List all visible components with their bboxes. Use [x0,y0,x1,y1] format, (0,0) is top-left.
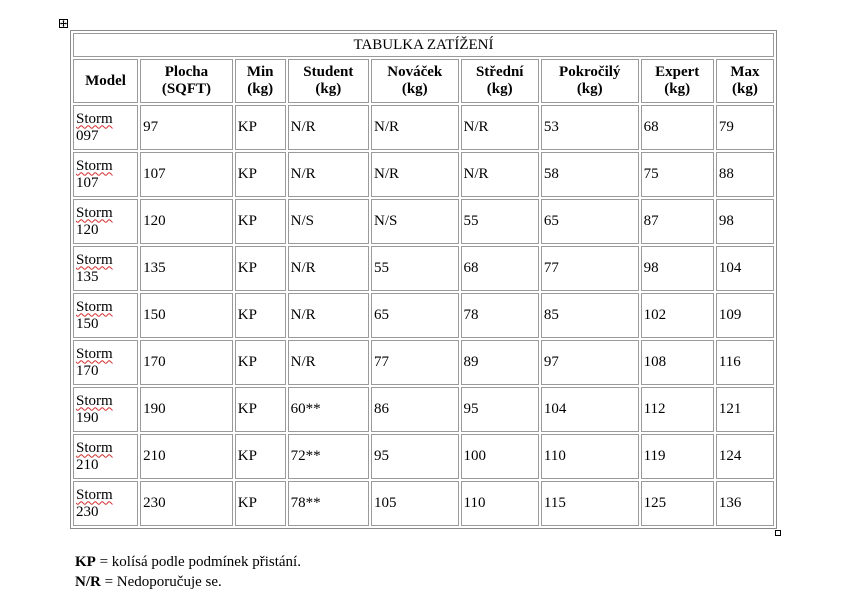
table-cell[interactable]: 79 [716,105,774,150]
column-header[interactable] [235,59,286,103]
table-cell[interactable]: KP [235,434,286,479]
table-cell[interactable]: KP [235,387,286,432]
model-name: Storm [76,392,113,409]
model-number: 150 [76,315,99,332]
legend-item-nr [75,572,301,592]
table-row [73,246,774,291]
legend-text: = Nedoporučuje se. [100,574,222,590]
table-cell[interactable]: 210 [140,434,233,479]
table-cell[interactable]: KP [235,105,286,150]
model-number: 210 [76,456,99,473]
table-cell[interactable]: KP [235,246,286,291]
table-cell[interactable]: N/R [288,152,369,197]
model-number: 120 [76,221,99,238]
table-cell[interactable]: 110 [541,434,639,479]
legend-key: N/R [75,574,101,590]
table-cell[interactable]: KP [235,340,286,385]
model-name: Storm [76,486,113,503]
table-cell[interactable]: 87 [641,199,714,244]
table-cell[interactable]: N/R [288,105,369,150]
table-cell[interactable]: 55 [461,199,539,244]
table-header-row [73,59,774,103]
table-row [73,105,774,150]
table-cell[interactable]: 97 [541,340,639,385]
table-cell[interactable]: 95 [461,387,539,432]
table-cell[interactable]: 115 [541,481,639,526]
model-name: Storm [76,204,113,221]
table-row [73,293,774,338]
table-cell[interactable]: KP [235,152,286,197]
table-cell[interactable]: 89 [461,340,539,385]
table-cell[interactable]: 110 [461,481,539,526]
table-move-handle[interactable] [59,19,68,28]
table-cell[interactable]: 65 [541,199,639,244]
table-cell[interactable]: 124 [716,434,774,479]
legend [75,552,301,592]
column-header-line: Plocha [164,64,209,80]
table-row [73,434,774,479]
table-cell[interactable]: 95 [371,434,459,479]
column-header-line: (kg) [315,81,342,97]
column-header-line: Student [303,64,354,80]
table-cell[interactable]: N/R [288,340,369,385]
column-header-line: Max [730,64,760,80]
legend-text: = kolísá podle podmínek přistání. [95,554,301,570]
table-cell[interactable]: 68 [461,246,539,291]
table-resize-handle[interactable] [775,530,781,536]
table-cell[interactable]: 58 [541,152,639,197]
table-row [73,199,774,244]
table-title[interactable]: TABULKA ZATÍŽENÍ [73,33,774,57]
column-header-line: (kg) [247,81,274,97]
model-cell[interactable] [73,387,138,432]
model-name: Storm [76,345,113,362]
table-cell[interactable]: 121 [716,387,774,432]
table-row [73,152,774,197]
table-cell[interactable]: 105 [371,481,459,526]
table-title-row [73,33,774,57]
table-cell[interactable]: N/R [288,246,369,291]
model-cell[interactable] [73,199,138,244]
column-header-line: Pokročilý [559,64,621,80]
column-header-line: Střední [475,64,524,80]
table-cell[interactable]: 86 [371,387,459,432]
model-number: 170 [76,362,99,379]
table-cell[interactable]: KP [235,199,286,244]
table-cell[interactable]: 77 [371,340,459,385]
model-name: Storm [76,439,113,456]
model-cell[interactable] [73,481,138,526]
model-name: Storm [76,298,113,315]
table-row [73,340,774,385]
table-cell[interactable]: 112 [641,387,714,432]
column-header[interactable] [73,59,138,103]
table-cell[interactable]: KP [235,481,286,526]
column-header-line: (kg) [576,81,603,97]
table-cell[interactable]: 78** [288,481,369,526]
column-header-line: Nováček [387,64,443,80]
column-header-line: Expert [655,64,700,80]
table-cell[interactable]: 150 [140,293,233,338]
legend-key: KP [75,554,96,570]
table-cell[interactable]: 170 [140,340,233,385]
column-header-line: (kg) [664,81,691,97]
table-cell[interactable]: 55 [371,246,459,291]
column-header[interactable] [716,59,774,103]
model-number: 230 [76,503,99,520]
table-cell[interactable]: 85 [541,293,639,338]
table-cell[interactable]: 100 [461,434,539,479]
table-cell[interactable]: N/R [371,152,459,197]
model-cell[interactable] [73,246,138,291]
column-header[interactable] [371,59,459,103]
table-cell[interactable]: 107 [140,152,233,197]
table-cell[interactable]: 104 [541,387,639,432]
column-header-line: (kg) [486,81,513,97]
table-cell[interactable]: 98 [641,246,714,291]
table-cell[interactable]: 65 [371,293,459,338]
table-cell[interactable]: 104 [716,246,774,291]
table-cell[interactable]: 108 [641,340,714,385]
model-cell[interactable] [73,152,138,197]
model-cell[interactable] [73,105,138,150]
table-cell[interactable]: N/R [461,152,539,197]
table-cell[interactable]: 136 [716,481,774,526]
table-cell[interactable]: N/S [288,199,369,244]
column-header-line: (kg) [732,81,758,97]
table-row [73,387,774,432]
legend-item-kp [75,552,301,572]
column-header-line: (SQFT) [161,81,212,97]
column-header[interactable] [461,59,539,103]
table-cell[interactable]: 78 [461,293,539,338]
table-cell[interactable]: N/R [371,105,459,150]
table-cell[interactable]: N/R [288,293,369,338]
table-cell[interactable]: 53 [541,105,639,150]
table-cell[interactable]: 125 [641,481,714,526]
table-cell[interactable]: 135 [140,246,233,291]
table-cell[interactable]: 120 [140,199,233,244]
table-cell[interactable]: 116 [716,340,774,385]
model-name: Storm [76,157,113,174]
column-header[interactable] [288,59,369,103]
model-name: Storm [76,110,113,127]
model-number: 107 [76,174,99,191]
column-header-line: Min [246,64,274,80]
table-cell[interactable]: 68 [641,105,714,150]
model-name: Storm [76,251,113,268]
table-cell[interactable]: 60** [288,387,369,432]
table-cell[interactable]: 98 [716,199,774,244]
table-cell[interactable]: 75 [641,152,714,197]
model-cell[interactable] [73,340,138,385]
four-way-move-icon [60,20,67,27]
table-body [73,105,774,526]
column-header-line: (kg) [401,81,428,97]
table-cell[interactable]: 72** [288,434,369,479]
table-cell[interactable]: KP [235,293,286,338]
column-header[interactable] [641,59,714,103]
column-header[interactable] [541,59,639,103]
table-cell[interactable]: N/S [371,199,459,244]
load-table [70,30,777,529]
table-cell[interactable]: 109 [716,293,774,338]
table-cell[interactable]: 88 [716,152,774,197]
model-number: 097 [76,127,99,144]
table-cell[interactable]: 190 [140,387,233,432]
model-cell[interactable] [73,293,138,338]
column-header-line: Model [85,72,126,89]
table-row [73,481,774,526]
table-cell[interactable]: 102 [641,293,714,338]
model-number: 190 [76,409,99,426]
table-cell[interactable]: 77 [541,246,639,291]
model-number: 135 [76,268,99,285]
table-cell[interactable]: 119 [641,434,714,479]
table-cell[interactable]: 97 [140,105,233,150]
table-cell[interactable]: 230 [140,481,233,526]
table-cell[interactable]: N/R [461,105,539,150]
column-header[interactable] [140,59,233,103]
model-cell[interactable] [73,434,138,479]
